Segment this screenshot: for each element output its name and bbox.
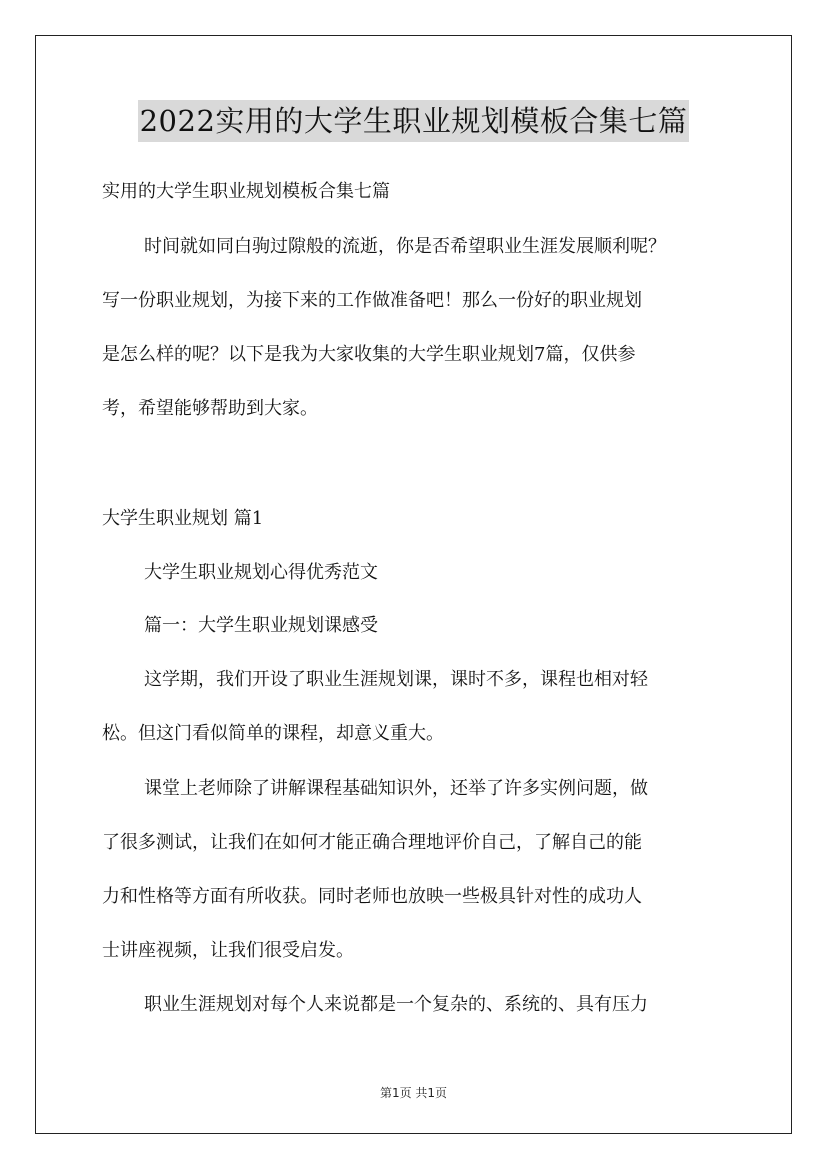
section-heading: 大学生职业规划 篇1 [102,508,264,529]
document-title: 2022实用的大学生职业规划模板合集七篇 [138,100,690,142]
para1-line-2: 松。但这门看似简单的课程，却意义重大。 [102,723,444,744]
intro-line-4: 考，希望能够帮助到大家。 [102,398,318,419]
para2-line-3: 力和性格等方面有所收获。同时老师也放映一些极具针对性的成功人 [102,886,642,907]
essay-title: 大学生职业规划心得优秀范文 [144,562,378,583]
para2-line-2: 了很多测试，让我们在如何才能正确合理地评价自己，了解自己的能 [102,832,642,853]
title-container [0,100,827,142]
part-heading: 篇一：大学生职业规划课感受 [144,615,378,636]
intro-line-2: 写一份职业规划，为接下来的工作做准备吧！那么一份好的职业规划 [102,290,642,311]
para2-line-4: 士讲座视频，让我们很受启发。 [102,940,354,961]
para3-line-1: 职业生涯规划对每个人来说都是一个复杂的、系统的、具有压力 [144,994,648,1015]
intro-line-1: 时间就如同白驹过隙般的流逝，你是否希望职业生涯发展顺利呢？ [144,236,666,257]
page-number-footer: 第1页 共1页 [379,1086,448,1100]
document-subtitle: 实用的大学生职业规划模板合集七篇 [102,181,390,202]
para1-line-1: 这学期，我们开设了职业生涯规划课，课时不多，课程也相对轻 [144,669,648,690]
para2-line-1: 课堂上老师除了讲解课程基础知识外，还举了许多实例问题，做 [144,778,648,799]
intro-line-3: 是怎么样的呢？以下是我为大家收集的大学生职业规划7篇，仅供参 [102,344,636,365]
